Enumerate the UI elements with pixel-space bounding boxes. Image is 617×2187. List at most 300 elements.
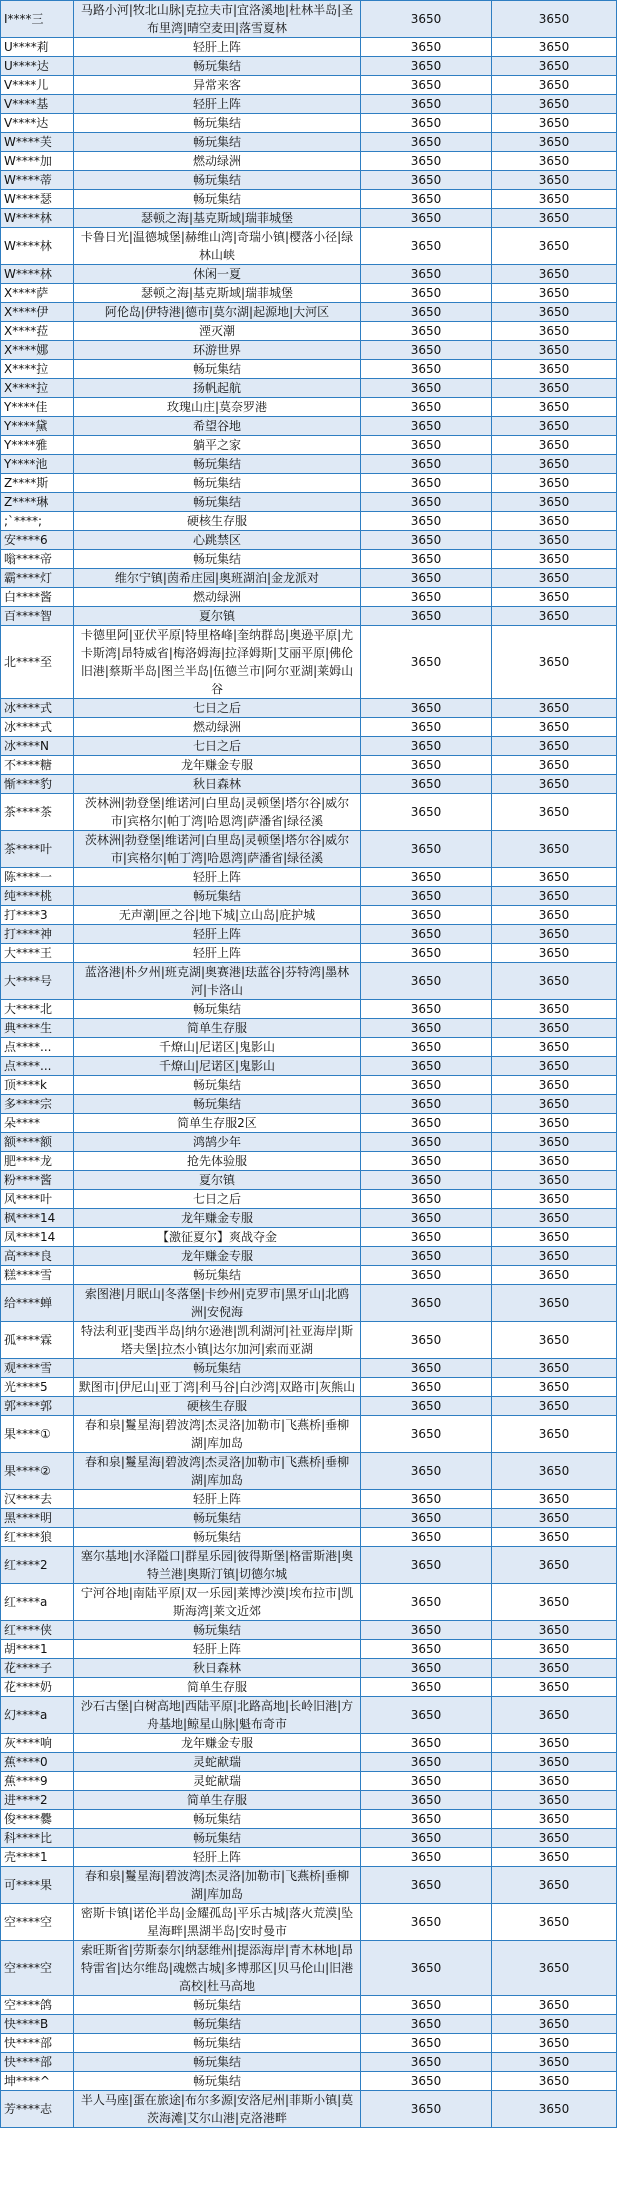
server-zone-cell: 简单生存服2区 [74,1114,361,1133]
reward-value-cell-2: 3650 [492,228,617,265]
table-row [1,265,617,284]
reward-value-cell-2: 3650 [492,1076,617,1095]
table-row [1,887,617,906]
table-row [1,1285,617,1322]
server-zone-cell: 龙年赚金专服 [74,1209,361,1228]
server-zone-cell: 简单生存服 [74,1678,361,1697]
player-name-cell: X****萨 [1,284,74,303]
reward-value-cell-2: 3650 [492,699,617,718]
table-row [1,1038,617,1057]
player-name-cell: 枫****14 [1,1209,74,1228]
reward-value-cell: 3650 [361,1867,492,1904]
table-row [1,588,617,607]
reward-value-cell: 3650 [361,1114,492,1133]
player-name-cell: 多****宗 [1,1095,74,1114]
table-row [1,1190,617,1209]
server-zone-cell: 轻肝上阵 [74,38,361,57]
reward-value-cell: 3650 [361,831,492,868]
player-name-cell: 冰****式 [1,699,74,718]
player-name-cell: 陈****一 [1,868,74,887]
table-row [1,455,617,474]
reward-value-cell: 3650 [361,303,492,322]
table-row [1,38,617,57]
table-row [1,1019,617,1038]
reward-value-cell-2: 3650 [492,1867,617,1904]
reward-value-cell: 3650 [361,1810,492,1829]
table-row [1,756,617,775]
server-zone-cell: 沙石古堡|白树高地|西陆平原|北路高地|长岭旧港|方舟基地|鲸星山脉|魁布奇市 [74,1697,361,1734]
table-row [1,1359,617,1378]
server-zone-cell: 轻肝上阵 [74,1490,361,1509]
reward-value-cell-2: 3650 [492,1509,617,1528]
reward-value-cell: 3650 [361,1133,492,1152]
reward-value-cell: 3650 [361,493,492,512]
reward-value-cell: 3650 [361,1019,492,1038]
reward-value-cell: 3650 [361,2053,492,2072]
player-name-cell: 蕉****9 [1,1772,74,1791]
reward-value-cell-2: 3650 [492,756,617,775]
table-row [1,737,617,756]
reward-value-cell: 3650 [361,1453,492,1490]
reward-value-cell: 3650 [361,284,492,303]
player-name-cell: 百****智 [1,607,74,626]
reward-value-cell-2: 3650 [492,417,617,436]
server-zone-cell: 简单生存服 [74,1019,361,1038]
reward-value-cell-2: 3650 [492,2091,617,2128]
reward-value-cell: 3650 [361,1697,492,1734]
reward-value-cell-2: 3650 [492,1659,617,1678]
table-row [1,1209,617,1228]
table-row [1,2072,617,2091]
table-row [1,493,617,512]
server-zone-cell: 春和泉|鬘星海|碧波湾|杰灵洛|加勒市|飞燕桥|垂柳湖|库加岛 [74,1416,361,1453]
reward-value-cell-2: 3650 [492,322,617,341]
reward-value-cell: 3650 [361,1416,492,1453]
server-zone-cell: 茨林洲|勃登堡|维诺河|白里岛|灵顿堡|塔尔谷|威尔市|宾格尔|帕丁湾|哈恩湾|萨潘省|绿径溪 [74,794,361,831]
player-name-cell: U****达 [1,57,74,76]
player-name-cell: W****芙 [1,133,74,152]
server-zone-cell: 畅玩集结 [74,171,361,190]
reward-value-cell-2: 3650 [492,1584,617,1621]
player-name-cell: X****拉 [1,360,74,379]
player-name-cell: 可****果 [1,1867,74,1904]
reward-value-cell: 3650 [361,398,492,417]
reward-value-cell: 3650 [361,1285,492,1322]
table-row [1,1547,617,1584]
server-zone-cell: 七日之后 [74,1190,361,1209]
table-row [1,379,617,398]
server-zone-cell: 瑟顿之海|基克斯域|瑞菲城堡 [74,209,361,228]
reward-value-cell-2: 3650 [492,1453,617,1490]
reward-value-cell: 3650 [361,1772,492,1791]
reward-value-cell: 3650 [361,1753,492,1772]
reward-value-cell-2: 3650 [492,1621,617,1640]
table-row [1,1228,617,1247]
reward-value-cell: 3650 [361,1621,492,1640]
server-zone-cell: 畅玩集结 [74,1095,361,1114]
table-row [1,607,617,626]
reward-value-cell-2: 3650 [492,626,617,699]
reward-value-cell-2: 3650 [492,1810,617,1829]
reward-value-cell-2: 3650 [492,1791,617,1810]
player-name-cell: V****基 [1,95,74,114]
player-name-cell: ;`****; [1,512,74,531]
table-row [1,1057,617,1076]
reward-value-cell-2: 3650 [492,474,617,493]
player-name-cell: V****达 [1,114,74,133]
server-zone-cell: 七日之后 [74,699,361,718]
player-name-cell: 俊****爨 [1,1810,74,1829]
player-name-cell: 黑****明 [1,1509,74,1528]
reward-value-cell: 3650 [361,436,492,455]
reward-value-cell-2: 3650 [492,944,617,963]
reward-value-cell: 3650 [361,228,492,265]
reward-value-cell: 3650 [361,1996,492,2015]
server-zone-cell: 畅玩集结 [74,2053,361,2072]
player-name-cell: 进****2 [1,1791,74,1810]
player-name-cell: 灰****响 [1,1734,74,1753]
reward-value-cell-2: 3650 [492,1490,617,1509]
table-row [1,1322,617,1359]
player-name-cell: V****儿 [1,76,74,95]
server-zone-cell: 宁河谷地|南陆平原|双一乐园|莱博沙漠|埃布拉市|凯斯海湾|莱文近郊 [74,1584,361,1621]
server-zone-cell: 秋日森林 [74,775,361,794]
reward-value-cell: 3650 [361,1359,492,1378]
reward-value-cell: 3650 [361,322,492,341]
table-row [1,57,617,76]
player-name-cell: 大****王 [1,944,74,963]
server-zone-cell: 畅玩集结 [74,360,361,379]
table-row [1,209,617,228]
reward-value-cell-2: 3650 [492,455,617,474]
reward-value-cell-2: 3650 [492,1228,617,1247]
reward-value-cell: 3650 [361,1734,492,1753]
player-name-cell: Z****斯 [1,474,74,493]
reward-value-cell: 3650 [361,360,492,379]
reward-value-cell-2: 3650 [492,1416,617,1453]
table-row [1,699,617,718]
player-name-cell: X****拉 [1,379,74,398]
reward-value-cell: 3650 [361,1322,492,1359]
player-name-cell: 快****B [1,2015,74,2034]
table-row [1,1772,617,1791]
server-zone-cell: 畅玩集结 [74,1528,361,1547]
reward-value-cell: 3650 [361,417,492,436]
table-row [1,550,617,569]
player-name-cell: 纯****桃 [1,887,74,906]
server-zone-cell: 轻肝上阵 [74,925,361,944]
reward-value-cell-2: 3650 [492,963,617,1000]
server-zone-cell: 龙年赚金专服 [74,1247,361,1266]
player-name-cell: 花****奶 [1,1678,74,1697]
table-row [1,906,617,925]
player-name-cell: 果****① [1,1416,74,1453]
server-zone-cell: 躺平之家 [74,436,361,455]
reward-value-cell: 3650 [361,963,492,1000]
reward-value-cell-2: 3650 [492,1772,617,1791]
reward-value-cell-2: 3650 [492,1397,617,1416]
table-row [1,398,617,417]
server-zone-cell: 抢先体验服 [74,1152,361,1171]
reward-value-cell-2: 3650 [492,303,617,322]
reward-value-cell-2: 3650 [492,1000,617,1019]
table-row [1,284,617,303]
reward-value-cell-2: 3650 [492,1528,617,1547]
reward-value-cell-2: 3650 [492,1734,617,1753]
player-name-cell: Z****琳 [1,493,74,512]
reward-value-cell: 3650 [361,95,492,114]
reward-value-cell-2: 3650 [492,607,617,626]
player-name-cell: 红****侠 [1,1621,74,1640]
player-name-cell: Y****池 [1,455,74,474]
reward-value-cell-2: 3650 [492,209,617,228]
server-zone-cell: 特法利亚|斐西半岛|纳尔逊港|凯利湖河|社亚海岸|斯塔夫堡|拉杰小镇|达尔加河|索而亚湖 [74,1322,361,1359]
player-name-cell: X****菈 [1,322,74,341]
reward-value-cell: 3650 [361,512,492,531]
table-row [1,1453,617,1490]
server-zone-cell: 休闲一夏 [74,265,361,284]
player-name-cell: X****娜 [1,341,74,360]
server-zone-cell: 秋日森林 [74,1659,361,1678]
server-zone-cell: 畅玩集结 [74,2015,361,2034]
table-row [1,1416,617,1453]
reward-value-cell-2: 3650 [492,1152,617,1171]
table-row [1,868,617,887]
table-row [1,171,617,190]
server-zone-cell: 瑟顿之海|基克斯域|瑞菲城堡 [74,284,361,303]
server-zone-cell: 春和泉|鬘星海|碧波湾|杰灵洛|加勒市|飞燕桥|垂柳湖|库加岛 [74,1453,361,1490]
reward-value-cell-2: 3650 [492,925,617,944]
player-name-cell: 肥****龙 [1,1152,74,1171]
reward-value-cell: 3650 [361,209,492,228]
reward-value-cell: 3650 [361,1490,492,1509]
reward-value-cell: 3650 [361,1038,492,1057]
reward-value-cell-2: 3650 [492,114,617,133]
reward-value-cell-2: 3650 [492,1378,617,1397]
reward-value-cell-2: 3650 [492,2015,617,2034]
player-name-cell: 点****... [1,1057,74,1076]
table-row [1,1734,617,1753]
reward-value-cell: 3650 [361,1678,492,1697]
reward-value-cell-2: 3650 [492,1057,617,1076]
reward-value-cell-2: 3650 [492,512,617,531]
reward-value-cell-2: 3650 [492,265,617,284]
table-row [1,1509,617,1528]
reward-value-cell-2: 3650 [492,2034,617,2053]
server-zone-cell: 轻肝上阵 [74,95,361,114]
reward-value-cell-2: 3650 [492,341,617,360]
reward-value-cell: 3650 [361,1528,492,1547]
table-row [1,341,617,360]
reward-value-cell: 3650 [361,906,492,925]
reward-value-cell: 3650 [361,1190,492,1209]
table-row [1,1753,617,1772]
player-name-cell: 朵**** [1,1114,74,1133]
reward-value-cell-2: 3650 [492,887,617,906]
reward-value-cell-2: 3650 [492,38,617,57]
server-zone-cell: 轻肝上阵 [74,1640,361,1659]
player-name-cell: 冰****N [1,737,74,756]
server-zone-cell: 鸿鹄少年 [74,1133,361,1152]
reward-value-cell: 3650 [361,190,492,209]
table-row [1,1000,617,1019]
table-row [1,228,617,265]
server-zone-cell: 燃动绿洲 [74,588,361,607]
reward-value-cell: 3650 [361,1941,492,1996]
reward-value-cell: 3650 [361,1640,492,1659]
reward-value-cell: 3650 [361,171,492,190]
server-zone-cell: 畅玩集结 [74,2034,361,2053]
table-row [1,1829,617,1848]
player-name-cell: 茶****茶 [1,794,74,831]
reward-value-cell-2: 3650 [492,152,617,171]
reward-value-cell: 3650 [361,474,492,493]
player-name-cell: 果****② [1,1453,74,1490]
reward-value-cell-2: 3650 [492,1095,617,1114]
reward-value-cell-2: 3650 [492,794,617,831]
table-row [1,1152,617,1171]
player-name-cell: 白****酱 [1,588,74,607]
reward-value-cell: 3650 [361,1095,492,1114]
reward-value-cell-2: 3650 [492,171,617,190]
reward-table-body [1,1,617,2128]
reward-value-cell-2: 3650 [492,360,617,379]
player-name-cell: 顶****k [1,1076,74,1095]
reward-value-cell: 3650 [361,379,492,398]
player-name-cell: 光****5 [1,1378,74,1397]
reward-value-cell: 3650 [361,1397,492,1416]
server-zone-cell: 七日之后 [74,737,361,756]
server-zone-cell: 畅玩集结 [74,1996,361,2015]
reward-value-cell: 3650 [361,1171,492,1190]
reward-value-cell-2: 3650 [492,379,617,398]
player-name-cell: 给****蝉 [1,1285,74,1322]
table-row [1,2053,617,2072]
reward-value-cell-2: 3650 [492,1171,617,1190]
reward-value-cell-2: 3650 [492,2072,617,2091]
reward-value-cell: 3650 [361,1152,492,1171]
table-row [1,190,617,209]
player-name-cell: 孤****霖 [1,1322,74,1359]
reward-value-cell-2: 3650 [492,1904,617,1941]
server-zone-cell: 千燎山|尼诺区|鬼影山 [74,1057,361,1076]
server-zone-cell: 龙年赚金专服 [74,1734,361,1753]
player-name-cell: 额****额 [1,1133,74,1152]
reward-value-cell-2: 3650 [492,284,617,303]
table-row [1,1791,617,1810]
player-name-cell: U****莉 [1,38,74,57]
player-name-cell: Y****佳 [1,398,74,417]
reward-value-cell-2: 3650 [492,398,617,417]
reward-value-cell: 3650 [361,775,492,794]
table-row [1,1941,617,1996]
reward-value-cell-2: 3650 [492,436,617,455]
player-name-cell: W****林 [1,228,74,265]
reward-value-cell-2: 3650 [492,831,617,868]
table-row [1,1095,617,1114]
table-row [1,963,617,1000]
server-zone-cell: 蓝洛港|朴夕州|班克湖|奥赛港|珐蓝谷|芬特湾|墨林河|卡洛山 [74,963,361,1000]
player-name-cell: 蕉****0 [1,1753,74,1772]
player-name-cell: 大****北 [1,1000,74,1019]
player-name-cell: 郭****郭 [1,1397,74,1416]
player-name-cell: 北****至 [1,626,74,699]
player-name-cell: W****林 [1,265,74,284]
player-name-cell: Y****黛 [1,417,74,436]
reward-value-cell: 3650 [361,718,492,737]
reward-value-cell: 3650 [361,756,492,775]
reward-value-cell: 3650 [361,737,492,756]
table-row [1,436,617,455]
reward-value-cell-2: 3650 [492,868,617,887]
reward-value-cell-2: 3650 [492,1829,617,1848]
reward-value-cell-2: 3650 [492,1678,617,1697]
reward-value-cell: 3650 [361,133,492,152]
reward-value-cell: 3650 [361,1584,492,1621]
player-name-cell: 不****糖 [1,756,74,775]
table-row [1,569,617,588]
server-zone-cell: 硬核生存服 [74,1397,361,1416]
server-zone-cell: 卡德里阿|亚伏平原|特里格峰|奎纳群岛|奥逊平原|尤卡斯湾|昂特威省|梅洛姆海|拉泽姆斯|艾丽平原|佛伦旧港|蔡斯半岛|图兰半岛|伍德兰市|阿尔亚湖|莱姆山谷 [74,626,361,699]
table-row [1,1133,617,1152]
server-zone-cell: 畅玩集结 [74,1509,361,1528]
table-row [1,944,617,963]
player-name-cell: 空****鸽 [1,1996,74,2015]
reward-value-cell-2: 3650 [492,531,617,550]
reward-value-cell: 3650 [361,2091,492,2128]
reward-value-cell: 3650 [361,38,492,57]
player-name-cell: Y****雅 [1,436,74,455]
reward-value-cell: 3650 [361,588,492,607]
reward-value-cell: 3650 [361,1509,492,1528]
table-row [1,322,617,341]
server-zone-cell: 畅玩集结 [74,2072,361,2091]
server-zone-cell: 轻肝上阵 [74,1848,361,1867]
server-zone-cell: 畅玩集结 [74,1000,361,1019]
player-name-cell: 汉****去 [1,1490,74,1509]
reward-value-cell-2: 3650 [492,95,617,114]
table-row [1,794,617,831]
server-zone-cell: 【激征夏尔】爽战夺金 [74,1228,361,1247]
server-zone-cell: 畅玩集结 [74,550,361,569]
reward-value-cell: 3650 [361,1228,492,1247]
table-row [1,360,617,379]
server-zone-cell: 无声潮|匣之谷|地下城|立山岛|庇护城 [74,906,361,925]
reward-value-cell-2: 3650 [492,1019,617,1038]
reward-value-cell: 3650 [361,2015,492,2034]
reward-value-cell: 3650 [361,531,492,550]
table-row [1,1490,617,1509]
table-row [1,2034,617,2053]
player-name-cell: 红****2 [1,1547,74,1584]
reward-value-cell-2: 3650 [492,550,617,569]
server-zone-cell: 夏尔镇 [74,1171,361,1190]
reward-value-cell-2: 3650 [492,190,617,209]
server-zone-cell: 湮灭潮 [74,322,361,341]
reward-value-cell: 3650 [361,1378,492,1397]
server-zone-cell: 灵蛇献瑞 [74,1772,361,1791]
player-name-cell: 打****3 [1,906,74,925]
server-zone-cell: 畅玩集结 [74,1076,361,1095]
reward-value-cell-2: 3650 [492,906,617,925]
player-name-cell: I****三 [1,1,74,38]
server-zone-cell: 畅玩集结 [74,1359,361,1378]
table-row [1,925,617,944]
player-name-cell: 点****... [1,1038,74,1057]
reward-value-cell-2: 3650 [492,57,617,76]
table-row [1,1,617,38]
table-row [1,2015,617,2034]
